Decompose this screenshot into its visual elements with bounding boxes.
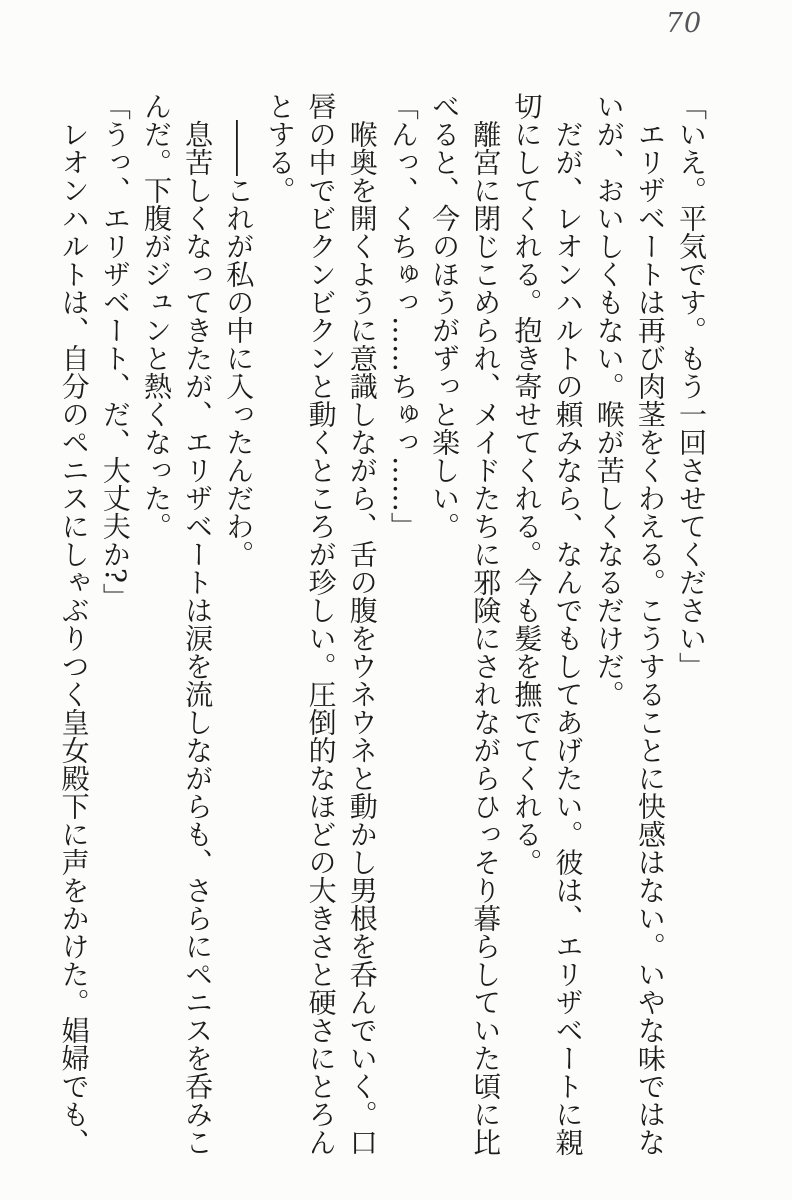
paragraph: エリザベートは再び肉茎をくわえる。こうすることに快感はない。いやな味ではないが、おいしくもない。喉が苦しくなるだけだ。 xyxy=(592,92,667,1156)
paragraph: だが、レオンハルトの頼みなら、なんでもしてあげたい。彼は、エリザベートに親切にしてくれる。抱き寄せてくれる。今も髪を撫でてくれる。 xyxy=(510,92,585,1156)
paragraph: レオンハルトは、自分のペニスにしゃぶりつく皇女殿下に声をかけた。娼婦でも、 xyxy=(57,120,91,1156)
page-number: 70 xyxy=(665,8,703,39)
dialogue-line: 「うっ、エリザベート、だ、大丈夫か?」 xyxy=(98,92,132,612)
body-text xyxy=(54,92,713,1156)
dialogue-line: 「んっ、くちゅっ……ちゅっ……」 xyxy=(386,92,420,540)
paragraph: 離宮に閉じこめられ、メイドたちに邪険にされながらひっそり暮らしていた頃に比べると、今のほうがずっと楽しい。 xyxy=(428,92,503,1156)
paragraph: 喉奥を開くように意識しながら、舌の腹をウネウネと動かし男根を呑んでいく。口唇の中でビクンビクンと動くところが珍しい。圧倒的なほどの大きさと硬さにとろんとする。 xyxy=(263,92,379,1156)
paragraph: 息苦しくなってきたが、エリザベートは涙を流しながらも、さらにペニスを呑みこんだ。下腹がジュンと熱くなった。 xyxy=(139,92,215,1156)
dialogue-line: 「いえ。平気です。もう一回させてください」 xyxy=(675,92,708,680)
inner-monologue-line: ――これが私の中に入ったんだわ。 xyxy=(222,120,256,568)
